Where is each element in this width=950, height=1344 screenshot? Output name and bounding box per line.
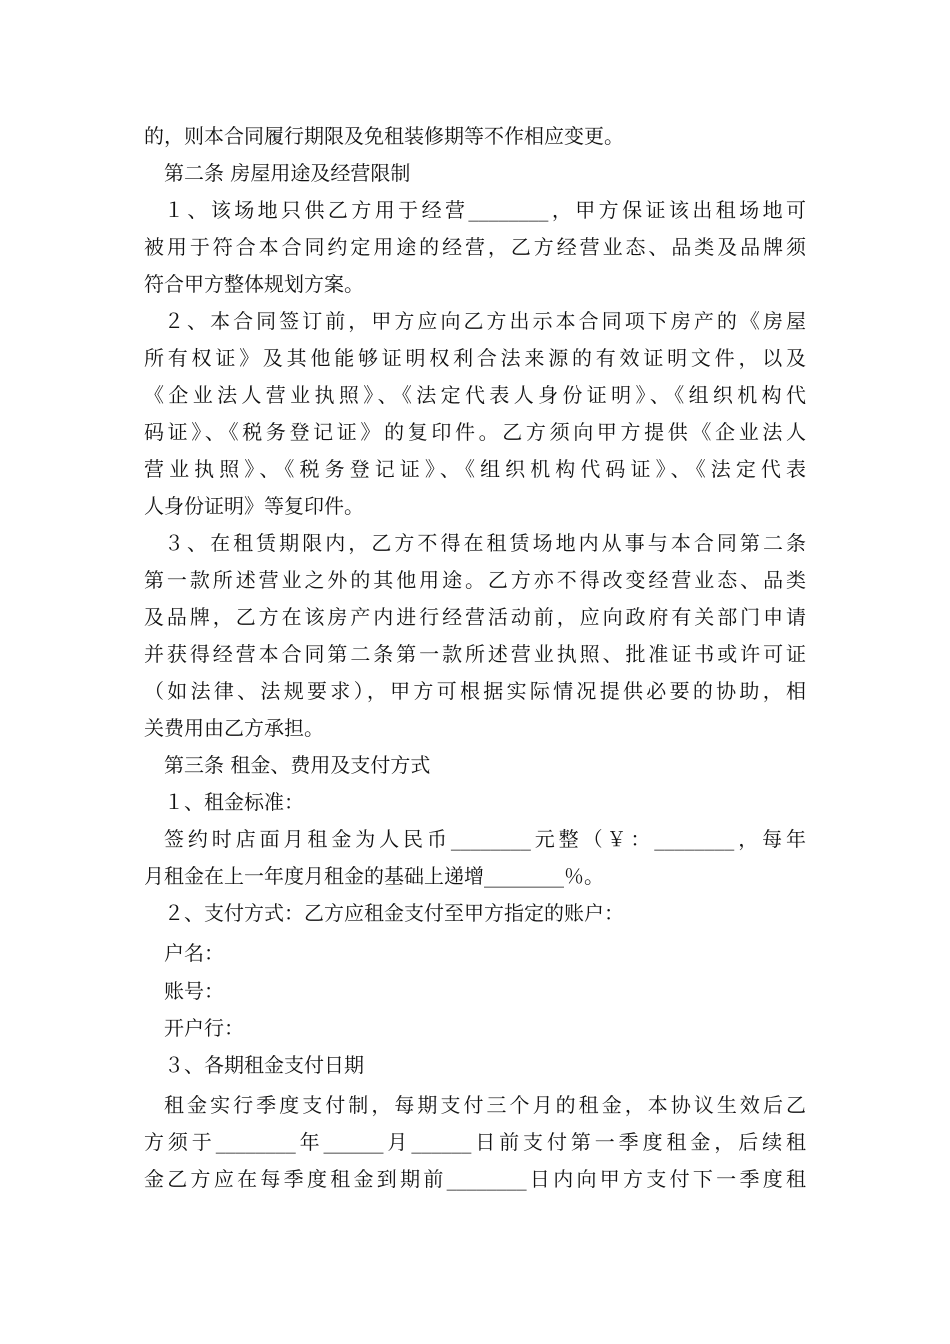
text-line: 月租金在上一年度月租金的基础上递增________％。	[144, 864, 604, 888]
text-line: 《企业法人营业执照》、《法定代表人身份证明》、《组织机构代	[144, 383, 806, 407]
text-line: 码证》、《税务登记证》的复印件。乙方须向甲方提供《企业法人	[144, 420, 806, 444]
text-line: １、该场地只供乙方用于经营________，甲方保证该出租场地可	[164, 198, 806, 222]
text-line: ３、在租赁期限内，乙方不得在租赁场地内从事与本合同第二条	[164, 531, 806, 555]
text-line: 所有权证》及其他能够证明权利合法来源的有效证明文件，以及	[144, 346, 806, 370]
text-line: 租金实行季度支付制，每期支付三个月的租金，本协议生效后乙	[164, 1093, 806, 1117]
text-line: 营业执照》、《税务登记证》、《组织机构代码证》、《法定代表	[144, 457, 806, 481]
text-line: 及品牌，乙方在该房产内进行经营活动前，应向政府有关部门申请	[144, 605, 806, 629]
text-line: 被用于符合本合同约定用途的经营，乙方经营业态、品类及品牌须	[144, 235, 806, 259]
text-line: 的，则本合同履行期限及免租装修期等不作相应变更。	[144, 124, 624, 148]
text-line: 方须于________年______月______日前支付第一季度租金，后续租	[144, 1130, 806, 1154]
text-line: 关费用由乙方承担。	[144, 716, 324, 740]
text-line: 开户行：	[164, 1016, 244, 1040]
text-line: 并获得经营本合同第二条第一款所述营业执照、批准证书或许可证	[144, 642, 806, 666]
text-line: ２、支付方式：乙方应租金支付至甲方指定的账户：	[164, 901, 624, 925]
text-line: 金乙方应在每季度租金到期前________日内向甲方支付下一季度租	[144, 1167, 806, 1191]
text-line: １、租金标准：	[164, 790, 304, 814]
text-line: 签约时店面月租金为人民币________元整（￥：________，每年	[164, 827, 806, 851]
text-line: 符合甲方整体规划方案。	[144, 272, 364, 296]
text-line: （如法律、法规要求），甲方可根据实际情况提供必要的协助，相	[144, 679, 806, 703]
section-heading: 第三条 租金、费用及支付方式	[164, 753, 431, 777]
text-line: 第一款所述营业之外的其他用途。乙方亦不得改变经营业态、品类	[144, 568, 806, 592]
text-line: 账号：	[164, 979, 224, 1003]
text-line: ２、本合同签订前，甲方应向乙方出示本合同项下房产的《房屋	[164, 309, 806, 333]
text-line: 人身份证明》等复印件。	[144, 494, 364, 518]
section-heading: 第二条 房屋用途及经营限制	[164, 161, 411, 185]
text-line: ３、各期租金支付日期	[164, 1053, 364, 1077]
text-line: 户名：	[164, 941, 224, 965]
